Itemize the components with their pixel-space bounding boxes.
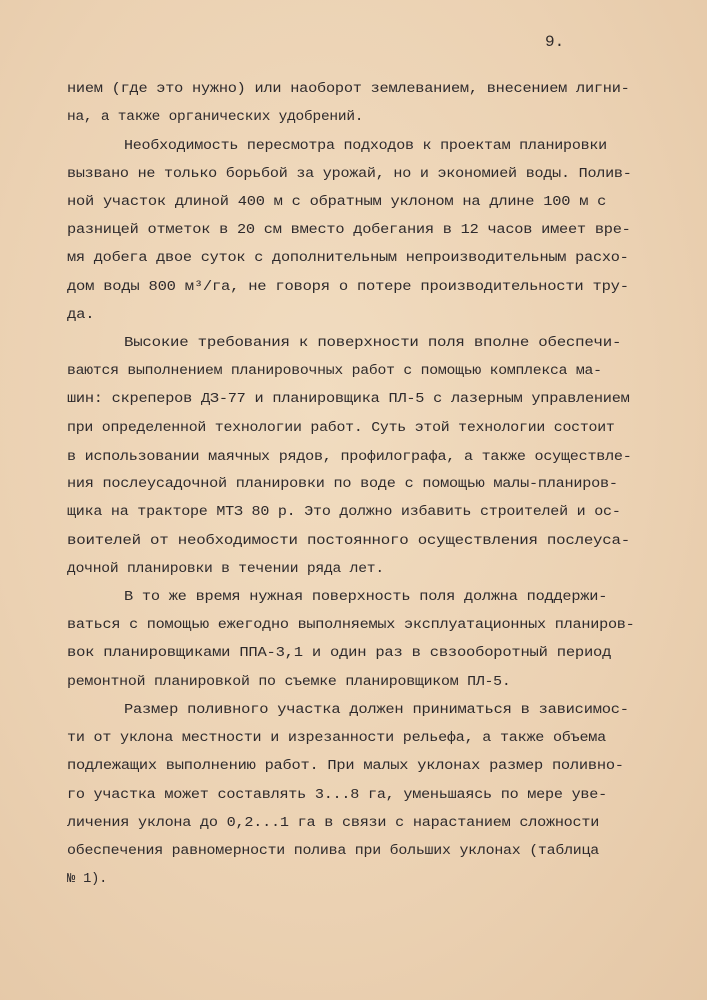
text-line: ваться с помощью ежегодно выполняемых эксплуатационных планиров- [67, 618, 635, 633]
text-line: щика на тракторе МТЗ 80 р. Это должно избавить строителей и ос- [67, 505, 621, 520]
text-line: В то же время нужная поверхность поля должна поддержи- [124, 590, 608, 605]
text-line: дочной планировки в течении ряда лет. [67, 562, 384, 577]
text-line: Размер поливного участка должен приниматься в зависимос- [124, 703, 629, 718]
text-line: при определенной технологии работ. Суть этой технологии состоит [67, 421, 615, 436]
text-line: вок планировщиками ППА-3,1 и один раз в свзооборотный период [67, 646, 612, 661]
text-line: го участка может составлять 3...8 га, уменьшаясь по мере уве- [67, 788, 607, 803]
text-line: № 1). [67, 872, 108, 887]
text-line: нием (где это нужно) или наоборот землеванием, внесением лигни- [67, 82, 630, 97]
text-line: воителей от необходимости постоянного осуществления послеуса- [67, 534, 630, 549]
text-line: ваются выполнением планировочных работ с помощью комплекса ма- [67, 364, 602, 379]
text-line: подлежащих выполнению работ. При малых уклонах размер поливно- [67, 759, 624, 774]
text-line: Необходимость пересмотра подходов к проектам планировки [124, 139, 607, 154]
text-line: Высокие требования к поверхности поля вполне обеспечи- [124, 336, 622, 351]
text-line: ти от уклона местности и изрезанности рельефа, а также объема [67, 731, 606, 746]
text-line: ния послеусадочной планировки по воде с помощью малы-планиров- [67, 477, 618, 492]
text-line: дом воды 800 м³/га, не говоря о потере производительности тру- [67, 280, 629, 295]
text-line: да. [67, 308, 95, 323]
text-line: ной участок длиной 400 м с обратным уклоном на длине 100 м с [67, 195, 607, 210]
text-line: на, а также органических удобрений. [67, 110, 364, 125]
text-line: личения уклона до 0,2...1 га в связи с нарастанием сложности [67, 816, 600, 831]
text-line: обеспечения равномерности полива при больших уклонах (таблица [67, 844, 599, 859]
text-line: в использовании маячных рядов, профилографа, а также осуществле- [67, 450, 632, 465]
text-line: шин: скреперов ДЗ-77 и планировщика ПЛ-5 с лазерным управлением [67, 392, 630, 407]
text-line: разницей отметок в 20 см вместо добегания в 12 часов имеет вре- [67, 223, 631, 238]
text-line: ремонтной планировкой по съемке планировщиком ПЛ-5. [67, 675, 511, 690]
page-number: 9. [545, 33, 565, 51]
text-line: вызвано не только борьбой за урожай, но и экономией воды. Полив- [67, 167, 632, 182]
text-line: мя добега двое суток с дополнительным непроизводительным расхо- [67, 251, 629, 266]
